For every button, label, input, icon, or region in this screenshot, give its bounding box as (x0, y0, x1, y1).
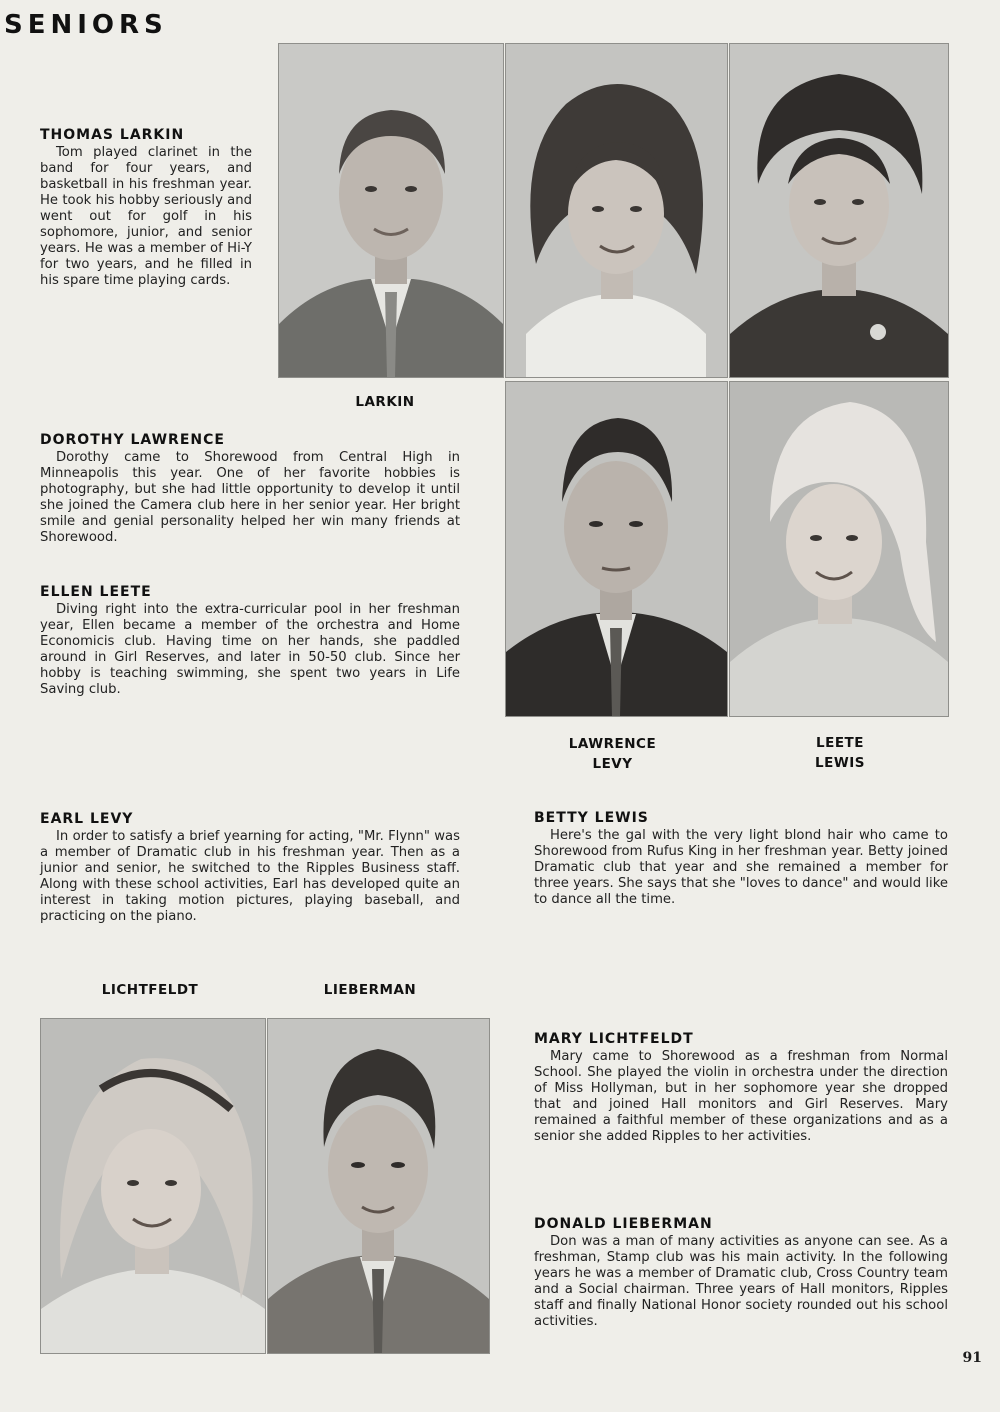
caption-leete-lewis (785, 733, 895, 773)
portrait-image (506, 382, 727, 716)
bio-text: Here's the gal with the very light blond hair who came to Shorewood from Rufus King in her freshman year. Betty joined Dramatic club that year and she remained a member for three years. She says that she "loves to dance" and would like to dance all the time. (534, 828, 948, 907)
caption-lichtfeldt: LICHTFELDT (101, 982, 199, 998)
bio-name: THOMAS LARKIN (40, 127, 185, 143)
page-heading: SENIORS (4, 10, 168, 40)
caption-lawrence: LAWRENCE (568, 736, 657, 752)
bio-name: MARY LICHTFELDT (534, 1031, 694, 1047)
portrait-photo-lichtfeldt (40, 1018, 266, 1354)
caption-leete: LEETE (816, 735, 864, 751)
portrait-image (279, 44, 503, 377)
portrait-image (41, 1019, 265, 1353)
bio-mary-lichtfeldt (534, 1031, 948, 1145)
bio-name: BETTY LEWIS (534, 810, 649, 826)
portrait-photo-leete (729, 43, 949, 378)
caption-levy: LEVY (592, 756, 633, 772)
portrait-photo-lawrence (505, 43, 728, 378)
bio-text: Tom played clarinet in the band for four years, and basketball in his freshman year. He took his hobby seriously and went out for golf in his sophomore, junior, and senior years. He was a member of Hi-Y for two years, and he filled in his spare time playing cards. (40, 145, 252, 288)
bio-text: Dorothy came to Shorewood from Central High in Minneapolis this year. One of her favorite hobbies is photography, but she had little opportunity to develop it until she joined the Camera club here in her senior year. Her bright smile and genial personality helped her win many friends at Shorewood. (40, 450, 460, 545)
portrait-photo-lewis (729, 381, 949, 717)
bio-name: EARL LEVY (40, 811, 134, 827)
bio-name: DONALD LIEBERMAN (534, 1216, 713, 1232)
portrait-image (506, 44, 727, 377)
bio-text: Don was a man of many activities as anyone can see. As a freshman, Stamp club was his main activity. In the following years he was a member of Dramatic club, Cross Country team and a Social chairman. Three years of Hall monitors, Ripples staff and finally National Honor society rounded out his school activities. (534, 1234, 948, 1329)
bio-text: In order to satisfy a brief yearning for acting, "Mr. Flynn" was a member of Dramatic club in his freshman year. Then as a junior and senior, he switched to the Ripples Business staff. Along with these school activities, Earl has developed quite an interest in taking motion pictures, playing baseball, and practicing on the piano. (40, 829, 460, 924)
portrait-image (268, 1019, 489, 1353)
bio-ellen-leete (40, 584, 460, 698)
caption-lieberman: LIEBERMAN (323, 982, 417, 998)
caption-larkin: LARKIN (355, 394, 415, 410)
bio-earl-levy (40, 811, 460, 925)
caption-lawrence-levy (545, 734, 680, 774)
portrait-image (730, 382, 948, 716)
caption-lewis: LEWIS (815, 755, 865, 771)
bio-betty-lewis (534, 810, 948, 908)
bio-name: ELLEN LEETE (40, 584, 152, 600)
bio-thomas-larkin (40, 127, 252, 289)
portrait-photo-lieberman (267, 1018, 490, 1354)
portrait-photo-larkin (278, 43, 504, 378)
bio-dorothy-lawrence (40, 432, 460, 546)
bio-donald-lieberman (534, 1216, 948, 1330)
bio-text: Mary came to Shorewood as a freshman from Normal School. She played the violin in orchestra under the direction of Miss Hollyman, but in her sophomore year she dropped that and joined Hall monitors and Girl Reserves. Mary remained a faithful member of these organizations and as a senior she added Ripples to her activities. (534, 1049, 948, 1144)
bio-text: Diving right into the extra-curricular pool in her freshman year, Ellen became a member of the orchestra and Home Economicis club. Having time on her hands, she paddled around in Girl Reserves, and later in 50-50 club. Since her hobby is teaching swimming, she spent two years in Life Saving club. (40, 602, 460, 697)
bio-name: DOROTHY LAWRENCE (40, 432, 225, 448)
portrait-photo-levy (505, 381, 728, 717)
portrait-image (730, 44, 948, 377)
page-number: 91 (962, 1350, 982, 1366)
